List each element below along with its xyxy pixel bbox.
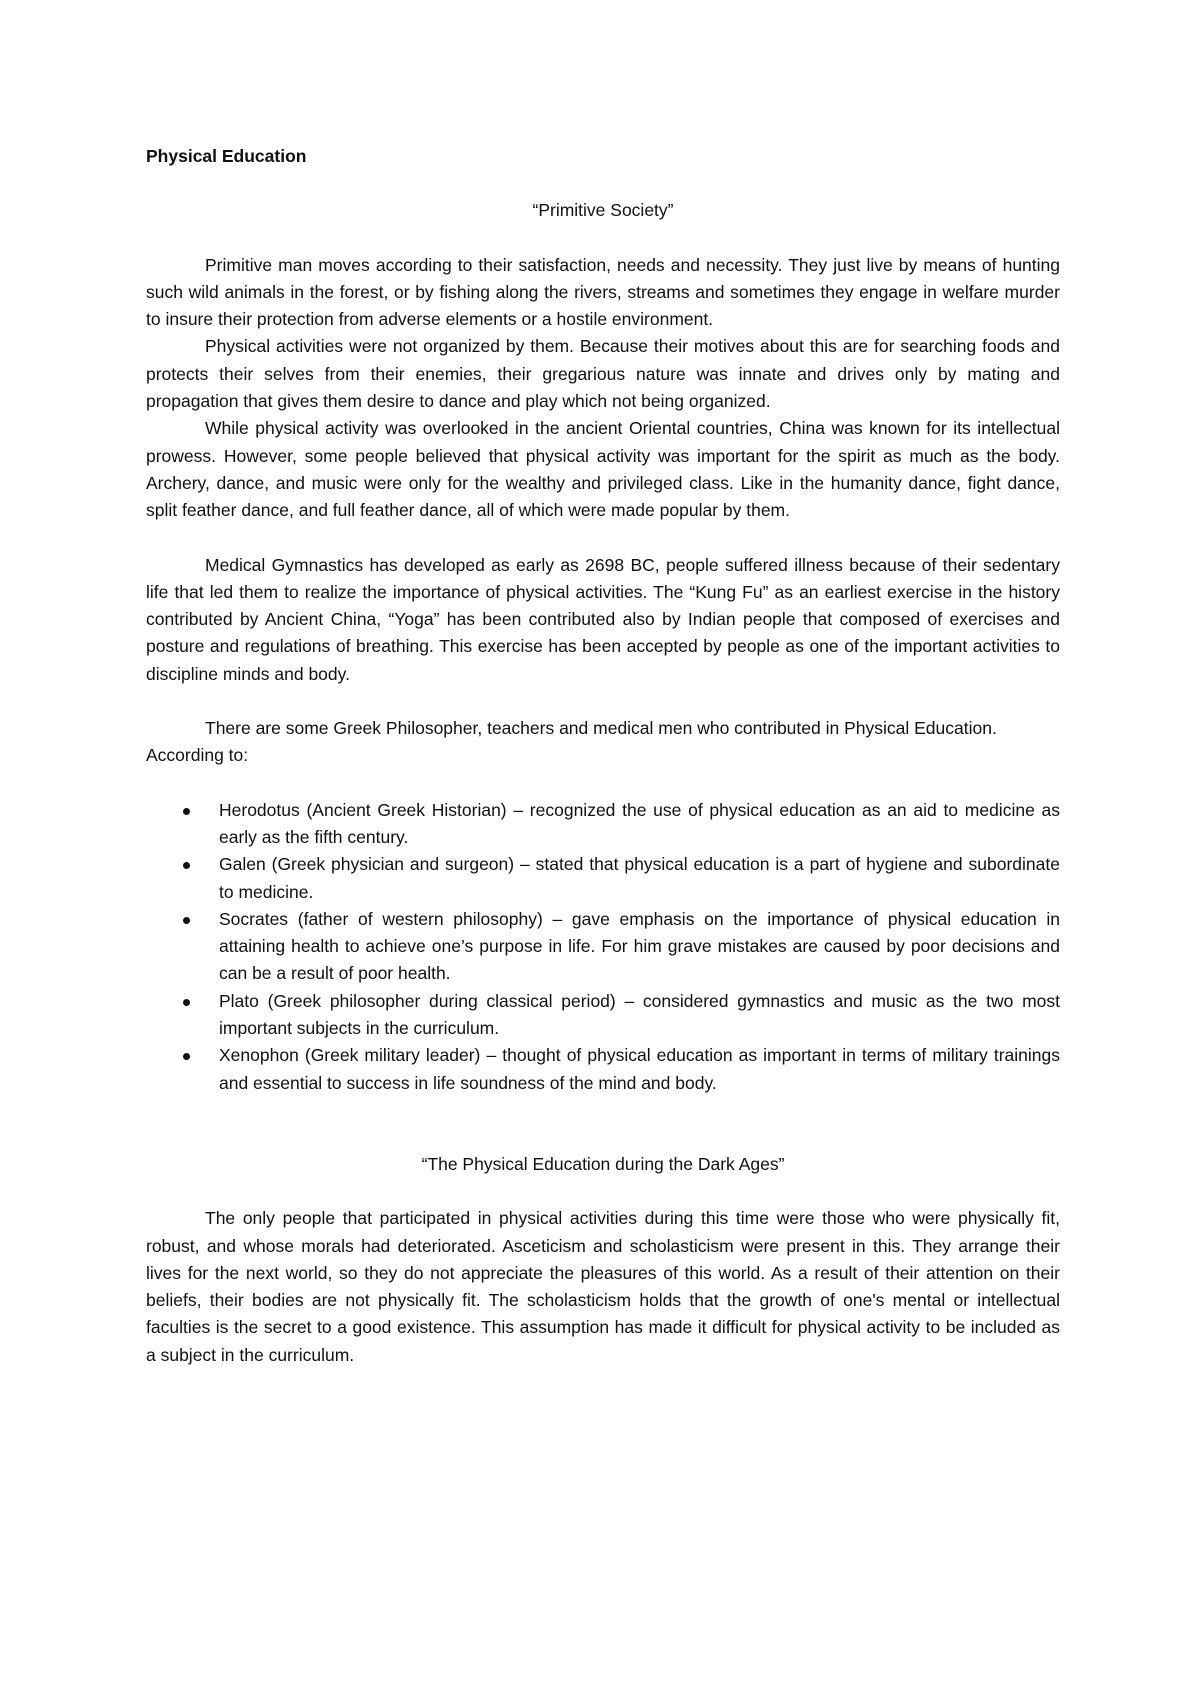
list-item: [146, 988, 1060, 1043]
bullet-icon: [183, 1053, 190, 1060]
list-item: [146, 851, 1060, 906]
document-title: Physical Education: [146, 146, 307, 166]
section-heading-dark-ages: “The Physical Education during the Dark Ages”: [421, 1153, 785, 1174]
list-item: [146, 906, 1060, 988]
spacer: [146, 1097, 1060, 1124]
list-item-text: Plato (Greek philosopher during classical period) – considered gymnastics and music as the two most important subjects in the curriculum.: [219, 990, 1060, 1039]
list-item-text: Socrates (father of western philosophy) – gave emphasis on the importance of physical education in attaining health to achieve one’s purpose in life. For him grave mistakes are caused by poor decisions and can be a result of poor health.: [219, 908, 1060, 984]
paragraph-dark-ages: The only people that participated in physical activities during this time were those who were physically fit, robust, and whose morals had deteriorated. Asceticism and scholasticism were present in this. They arrange their lives for the next world, so they do not appreciate the pleasures of this world. As a result of their attention on their beliefs, their bodies are not physically fit. The scholasticism holds that the growth of one's mental or intellectual faculties is the secret to a good existence. This assumption has made it difficult for physical activity to be included as a subject in the curriculum.: [146, 1208, 1060, 1365]
according-to-label: According to:: [146, 745, 249, 766]
spacer: [146, 525, 1060, 552]
bullet-icon: [183, 862, 190, 869]
list-item-text: Xenophon (Greek military leader) – thought of physical education as important in terms of military trainings and essential to success in life soundness of the mind and body.: [219, 1045, 1060, 1093]
bullet-icon: [183, 917, 190, 924]
document-page: [146, 143, 1060, 1369]
spacer: [146, 688, 1060, 715]
contributors-list: [146, 797, 1060, 1097]
section-heading-primitive-society: “Primitive Society”: [532, 200, 674, 221]
bullet-icon: [183, 808, 190, 815]
paragraph-medical-gymnastics: Medical Gymnastics has developed as early as 2698 BC, people suffered illness because of their sedentary life that led them to realize the importance of physical activities. The “Kung Fu” as an earliest exercise in the history contributed by Ancient China, “Yoga” has been contributed also by Indian people that composed of exercises and posture and regulations of breathing. This exercise has been accepted by people as one of the important activities to discipline minds and body.: [146, 554, 1060, 684]
paragraph-greek-philosophers: There are some Greek Philosopher, teachers and medical men who contributed in Physical Education.: [205, 718, 997, 739]
list-item-text: Galen (Greek physician and surgeon) – stated that physical education is a part of hygiene and subordinate to medicine.: [219, 854, 1060, 902]
list-item: [146, 797, 1060, 852]
spacer: [146, 770, 1060, 797]
list-item: [146, 1042, 1060, 1097]
paragraph-primitive-man: Primitive man moves according to their satisfaction, needs and necessity. They just live by means of hunting such wild animals in the forest, or by fishing along the rivers, streams and sometimes they engage in welfare murder to insure their protection from adverse elements or a hostile environment.: [146, 254, 1060, 330]
paragraph-physical-activities: Physical activities were not organized by them. Because their motives about this are for searching foods and protects their selves from their enemies, their gregarious nature was innate and drives only by mating and propagation that gives them desire to dance and play which not being organized.: [146, 336, 1060, 412]
spacer: [146, 1124, 1060, 1151]
paragraph-oriental-countries: While physical activity was overlooked in the ancient Oriental countries, China was known for its intellectual prowess. However, some people believed that physical activity was important for the spirit as much as the body. Archery, dance, and music were only for the wealthy and privileged class. Like in the humanity dance, fight dance, split feather dance, and full feather dance, all of which were made popular by them.: [146, 418, 1060, 521]
bullet-icon: [183, 999, 190, 1006]
list-item-text: Herodotus (Ancient Greek Historian) – recognized the use of physical education as an aid to medicine as early as the fifth century.: [219, 799, 1060, 847]
